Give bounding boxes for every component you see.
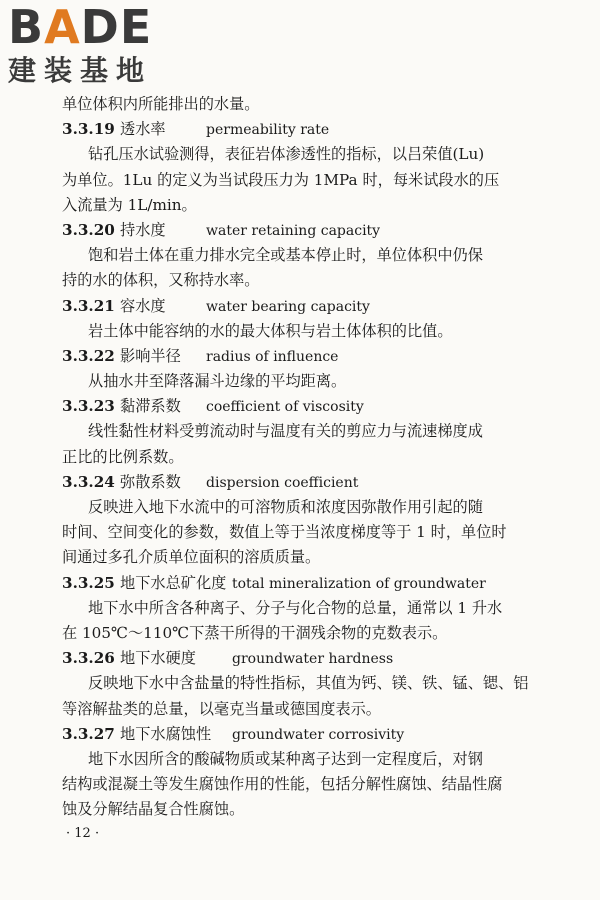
logo-wordmark: BADE xyxy=(8,0,153,54)
term-heading-3-3-22 xyxy=(62,344,540,369)
term-english: groundwater corrosivity xyxy=(232,726,405,743)
term-english: permeability rate xyxy=(206,122,330,139)
term-chinese: 容水度 xyxy=(120,296,166,315)
body-line: 反映进入地下水流中的可溶物质和浓度因弥散作用引起的随 xyxy=(88,498,483,516)
term-chinese: 持水度 xyxy=(120,220,166,239)
term-heading-3-3-25 xyxy=(62,571,540,596)
term-heading-3-3-23 xyxy=(62,394,540,419)
clause-number: 3.3.23 xyxy=(62,397,115,416)
term-heading-3-3-21 xyxy=(62,294,540,319)
body-line: 线性黏性材料受剪流动时与温度有关的剪应力与流速梯度成 xyxy=(88,422,483,441)
term-chinese: 地下水总矿化度 xyxy=(120,573,227,592)
body-line: 为单位。1Lu 的定义为当试段压力为 1MPa 时，每米试段水的压 xyxy=(62,170,500,189)
body-line: 从抽水井至降落漏斗边缘的平均距离。 xyxy=(88,372,347,391)
body-line: 岩土体中能容纳的水的最大体积与岩土体体积的比值。 xyxy=(88,321,453,340)
clause-number: 3.3.25 xyxy=(62,573,115,592)
term-chinese: 黏滞系数 xyxy=(120,397,181,416)
clause-number: 3.3.22 xyxy=(62,346,115,365)
body-line: 单位体积内所能排出的水量。 xyxy=(62,95,260,113)
term-english: water bearing capacity xyxy=(206,298,370,315)
body-line: 反映地下水中含盐量的特性指标，其值为钙、镁、铁、锰、锶、铝 xyxy=(88,674,529,693)
body-line: 结构或混凝土等发生腐蚀作用的性能，包括分解性腐蚀、结晶性腐 xyxy=(62,775,503,794)
clause-number: 3.3.20 xyxy=(62,220,115,239)
term-chinese: 弥散系数 xyxy=(120,472,181,491)
bade-logo xyxy=(8,0,178,92)
document-body xyxy=(62,92,540,822)
clause-number: 3.3.21 xyxy=(62,296,115,315)
clause-number: 3.3.27 xyxy=(62,724,115,743)
term-english: coefficient of viscosity xyxy=(206,399,364,416)
body-line: 时间、空间变化的参数，数值上等于当浓度梯度等于 1 时，单位时 xyxy=(62,523,507,542)
body-line: 入流量为 1L/min。 xyxy=(62,195,197,214)
term-chinese: 影响半径 xyxy=(120,346,181,365)
body-line: 钻孔压水试验测得，表征岩体渗透性的指标，以吕荣值(Lu) xyxy=(88,145,485,164)
term-heading-3-3-20 xyxy=(62,218,540,243)
term-heading-3-3-26 xyxy=(62,646,540,671)
term-chinese: 地下水腐蚀性 xyxy=(120,724,212,743)
term-heading-3-3-19 xyxy=(62,117,540,142)
body-line: 地下水中所含各种离子、分子与化合物的总量，通常以 1 升水 xyxy=(88,598,503,617)
body-line: 间通过多孔介质单位面积的溶质质量。 xyxy=(62,548,321,567)
term-heading-3-3-24 xyxy=(62,470,540,495)
term-heading-3-3-27 xyxy=(62,722,540,747)
term-english: dispersion coefficient xyxy=(206,474,359,491)
logo-chinese-text: 建装基地 xyxy=(8,54,153,87)
clause-number: 3.3.26 xyxy=(62,649,115,668)
clause-number: 3.3.19 xyxy=(62,120,115,139)
body-line: 饱和岩土体在重力排水完全或基本停止时，单位体积中仍保 xyxy=(88,246,483,265)
term-chinese: 透水率 xyxy=(120,120,166,139)
term-english: total mineralization of groundwater xyxy=(232,575,486,592)
body-line: 持的水的体积，又称持水率。 xyxy=(62,271,260,290)
page-number: · 12 · xyxy=(66,826,100,841)
body-line: 等溶解盐类的总量，以毫克当量或德国度表示。 xyxy=(62,699,381,718)
term-english: radius of influence xyxy=(206,348,339,365)
term-english: groundwater hardness xyxy=(232,651,394,668)
body-line: 蚀及分解结晶复合性腐蚀。 xyxy=(62,800,245,819)
body-line: 在 105℃～110℃下蒸干所得的干涸残余物的克数表示。 xyxy=(62,623,448,642)
term-chinese: 地下水硬度 xyxy=(120,649,196,668)
body-line: 正比的比例系数。 xyxy=(62,447,184,466)
body-line: 地下水因所含的酸碱物质或某种离子达到一定程度后，对钢 xyxy=(88,749,483,768)
clause-number: 3.3.24 xyxy=(62,472,115,491)
term-english: water retaining capacity xyxy=(206,222,381,239)
